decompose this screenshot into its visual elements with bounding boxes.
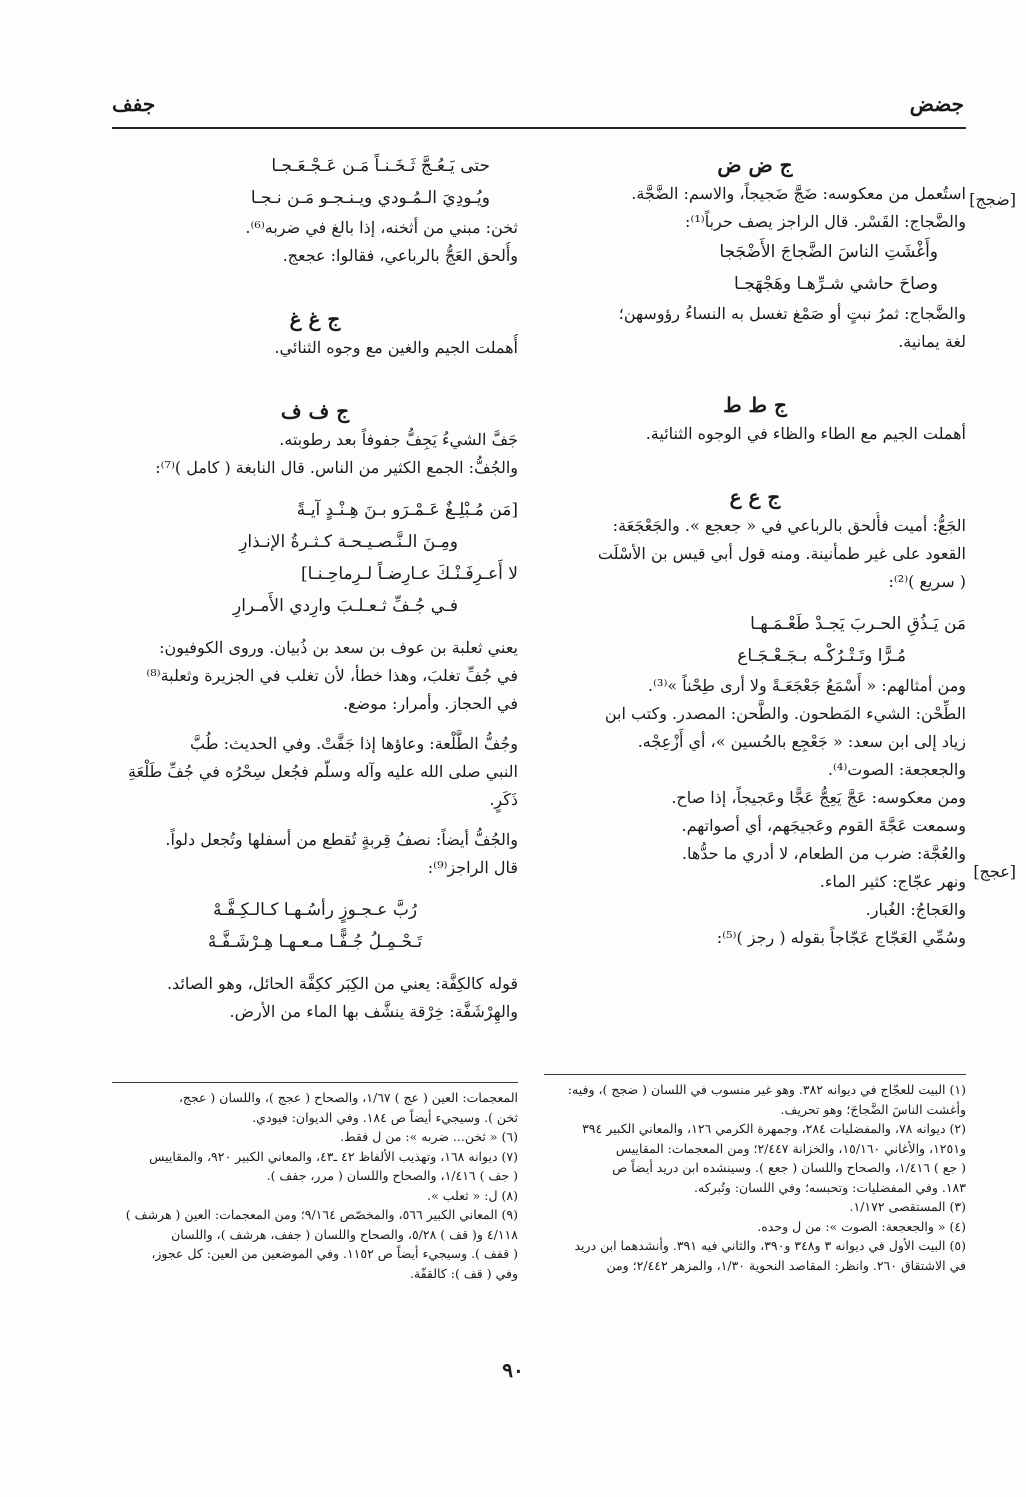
footnote-line: (١) البيت للعجّاج في ديوانه ٣٨٢. وهو غير منسوب في اللسان ( ضجج )، وفيه:	[567, 1082, 966, 1097]
entry-line: ومن أمثالهم: « أَسْمَعُ جَعْجَعَـةً ولا أرى طِحْناً »⁽³⁾.	[648, 676, 966, 695]
footnote-line: ٤/١١٨ و( قف ) ٥/٢٨، والصحاح واللسان ( جفف، هرشف )، واللسان	[171, 1226, 518, 1242]
footnote-line: المعجمات: العين ( عج ) ١/٦٧، والصحاح ( عجج )، واللسان ( عجج،	[178, 1090, 518, 1105]
footnote-line: (٢) ديوانه ٧٨، والمفضليات ٢٨٤، وجمهرة الكرمي ١٢٦، والمعاني الكبير ٣٩٤	[582, 1121, 966, 1136]
left-column	[112, 150, 518, 1026]
verse-line: فـي جُـفِّ ثـعـلـبَ وارِدي الأَمـرارِ	[232, 596, 458, 616]
entry-line: وسُمِّي العَجّاج عَجّاجاً بقوله ( رجز )⁽⁵⁾:	[716, 928, 966, 947]
entry-line: قال الراجز⁽⁹⁾:	[427, 858, 518, 877]
verse-line: ومِـنَ الـنَّـصـيـحـة كـثـرةُ الإنـذارِ	[239, 532, 458, 552]
entry-line: زياد إلى ابن سعد: « جَعْجِع بالحُسين »، أي أَزْعِجْه.	[637, 732, 966, 751]
entry-line: ( سريع )⁽²⁾:	[888, 572, 966, 591]
verse-line: ويُـودِيَ الـمُـودي ويـنـجـو مَـن نـجـا	[250, 188, 490, 208]
entry-line: الجَعُّ: أميت فأُلحق بالرباعي في « جعجع ». والجَعْجَعَة:	[612, 516, 966, 535]
footnote-line: (٣) المستقصى ١/١٧٢.	[849, 1199, 966, 1214]
entry-line: وجُفُّ الطَّلْعة: وعاؤها إذا جَفَّتْ. وفي الحديث: طُبَّ	[190, 734, 518, 753]
entry-line: والجعجعة: الصوت⁽⁴⁾.	[827, 760, 966, 779]
section-head-jaa: ج ع ع	[729, 485, 781, 509]
entry-line: استُعمل من معكوسه: ضَجَّ ضَجيجاً، والاسم: الضَّجَّة.	[631, 184, 966, 203]
entry-line: في الحجاز. وأمرار: موضع.	[342, 694, 518, 713]
entry-line: ونهر عجّاج: كثير الماء.	[819, 872, 966, 891]
verse-line: وصاحَ حاشي شـرِّهـا وهَجْهَجـا	[734, 274, 938, 294]
margin-tag-dajaj: [ضجج]	[969, 190, 1016, 209]
section-head-jgg: ج غ غ	[289, 307, 341, 331]
entry-line: ومن معكوسه: عَجَّ يَعِجُّ عَجًّا وعَجيجاً، إذا صاح.	[671, 788, 966, 807]
margin-tag-ajaj: [عجج]	[973, 862, 1016, 881]
footnote-line: ١٨٣. وفي المفضليات: وتحبسه؛ وفي اللسان: وتُبركه.	[694, 1179, 966, 1195]
entry-line: ثخن: مبني من أثخنه، إذا بالغ في ضربه⁽⁶⁾.	[245, 218, 518, 237]
footnote-line: (٧) ديوانه ١٦٨، وتهذيب الألفاظ ٤٢ ـ٤٣، والمعاني الكبير ٩٢٠، والمقاييس	[149, 1148, 518, 1164]
verse-line: تَـحْـمِـلُ جُـفًّـا مـعـهـا هِـرْشَـفَّـهْ	[207, 932, 423, 952]
verse-line: وأَغْشَتِ الناسَ الضَّجاجَ الأَضْجَجا	[719, 242, 938, 262]
running-header-right: جضض	[909, 92, 964, 116]
entry-line: الطِّحْن: الشيء المَطحون. والطَّحن: المصدر. وكتب ابن	[604, 704, 966, 723]
verse-line: [مَن مُـبْلِـغٌ عَـمْـرَو بـنَ هِـنْـدٍ آيـةً	[296, 500, 518, 520]
footnote-line: (٩) المعاني الكبير ٥٦٦، والمخصّص ٩/١٦٤؛ ومن المعجمات: العين ( هرشف )	[125, 1207, 518, 1222]
entry-line: القعود على غير طمأنينة. ومنه قول أبي قيس بن الأسْلَت	[597, 544, 966, 563]
footnote-line: و١٢٥١، والأغاني ١٥/١٦٠، والخزانة ٢/٤٤٧؛ ومن المعجمات: المقاييس	[615, 1140, 966, 1156]
entry-line: والجُفُّ أيضاً: نصفُ قِربةٍ تُقطع من أسفلها وتُجعل دلواً.	[165, 830, 518, 849]
footnote-line: ثخن ). وسيجيء أيضاً ص ١٨٤. وفي الديوان: فيودي.	[252, 1109, 518, 1125]
section-head-jff: ج ف ف	[280, 399, 350, 423]
entry-line: والعُجَّة: ضرب من الطعام، لا أدري ما حدُّها.	[681, 844, 966, 863]
section-head-jdd: ج ض ض	[717, 153, 793, 177]
entry-line: أهملت الجيم مع الطاء والظاء في الوجوه الثنائية.	[645, 424, 966, 443]
running-header-left: جفف	[112, 92, 156, 116]
entry-line: يعني ثعلبة بن عوف بن سعد بن ذُبيان. وروى الكوفيون:	[159, 638, 518, 657]
entry-line: لغة يمانية.	[898, 332, 966, 351]
footnote-line: ( جف ) ١/٤١٦، والصحاح واللسان ( مرر، جفف ).	[266, 1168, 518, 1183]
entry-line: والهِرْشَفَّة: خِرْقة ينشَّف بها الماء من الأرض.	[229, 1002, 518, 1021]
entry-line: النبي صلى الله عليه وآله وسلّم فجُعل سِحْرُه في جُفِّ طَلْعَةِ	[127, 762, 518, 781]
footnote-line: (٨) ل: « ثعلب ».	[427, 1187, 518, 1203]
footnote-line: في الاشتقاق ٢٦٠. وانظر: المقاصد النحوية ١/٣٠، والمزهر ٢/٤٤٢؛ ومن	[606, 1257, 966, 1273]
footnote-rule-right	[544, 1074, 966, 1075]
entry-line: في جُفِّ تغلبَ، وهذا خطأ، لأن تغلب في الجزيرة وثعلبة⁽⁸⁾	[146, 666, 518, 685]
entry-line: والضَّجاج: ثمرُ نبتٍ أو صَمْغ تغسل به النساءُ رؤوسهن؛	[618, 304, 966, 323]
entry-line: جَفَّ الشيءُ يَجِفُّ جفوفاً بعد رطوبته.	[279, 430, 518, 449]
verse-line: مُـرًّا وتَـتْـرُكْـه بـجَـعْـجَـاع	[737, 646, 906, 666]
footnote-line: ( جع ) ١/٤١٦، والصحاح واللسان ( جعع ). وسينشده ابن دريد أيضاً ص	[612, 1160, 966, 1175]
footnote-rule-left	[112, 1082, 518, 1083]
footnotes-left	[112, 1088, 518, 1283]
verse-line: حتى يَـعُـجَّ ثَـخَـنـاً مَـن عَـجْـعَـجـا	[271, 156, 490, 176]
section-head-jtt: ج ط ط	[723, 393, 787, 417]
right-column	[544, 150, 966, 952]
verse-line: مَن يَـذُقِ الحـربَ يَجـدْ طَعْـمَـهـا	[750, 614, 966, 634]
page-number: ٩٠	[502, 1358, 524, 1382]
footnote-line: (٥) البيت الأول في ديوانه ٣ و٣٤٨ و٣٩٠، والثاني فيه ٣٩١. وأنشدهما ابن دريد	[574, 1238, 966, 1253]
entry-line: أُهملت الجيم والغين مع وجوه الثنائي.	[274, 338, 518, 357]
footnote-line: وفي ( قف ): كالقفّة.	[409, 1265, 518, 1281]
footnote-line: وأغشت الناسَ الضَّجاجَ؛ وهو تحريف.	[780, 1101, 966, 1117]
footnote-line: (٦) « ثخن... ضربه »: من ل فقط.	[340, 1129, 518, 1144]
entry-line: وسمعت عَجَّةَ القوم وعَجيجَهم، أي أصواتهم.	[681, 816, 966, 835]
footnote-line: (٤) « والجعجعة: الصوت »: من ل وحده.	[757, 1218, 966, 1234]
footnote-line: ( قفف ). وسيجيء أيضاً ص ١١٥٢. وفي الموضعين من العين: كل عجوز،	[151, 1246, 518, 1261]
entry-line: والعَجاجُ: الغُبار.	[865, 900, 966, 919]
header-rule	[112, 127, 966, 129]
entry-line: والضَّجاج: القَسْر. قال الراجز يصف حرباً⁽¹⁾:	[685, 212, 966, 231]
verse-line: رُبَّ عـجـوزٍ رأسُـهـا كـالـكِـفَّـهْ	[212, 900, 418, 920]
verse-line: لا أَعـرِفَـنْـكَ عـارِضـاً لـرِماحِـنـا]	[300, 564, 518, 584]
entry-line: ذَكَرٍ.	[489, 790, 518, 809]
entry-line: والجُفُّ: الجمع الكثير من الناس. قال النابغة ( كامل )⁽⁷⁾:	[155, 458, 518, 477]
footnotes-right	[544, 1080, 966, 1275]
entry-line: وأُلحق العَجُّ بالرباعي، فقالوا: عجعج.	[282, 246, 518, 265]
entry-line: قوله كالكِفَّة: يعني من الكِبَر ككِفَّة الحائل، وهو الصائد.	[166, 974, 518, 993]
